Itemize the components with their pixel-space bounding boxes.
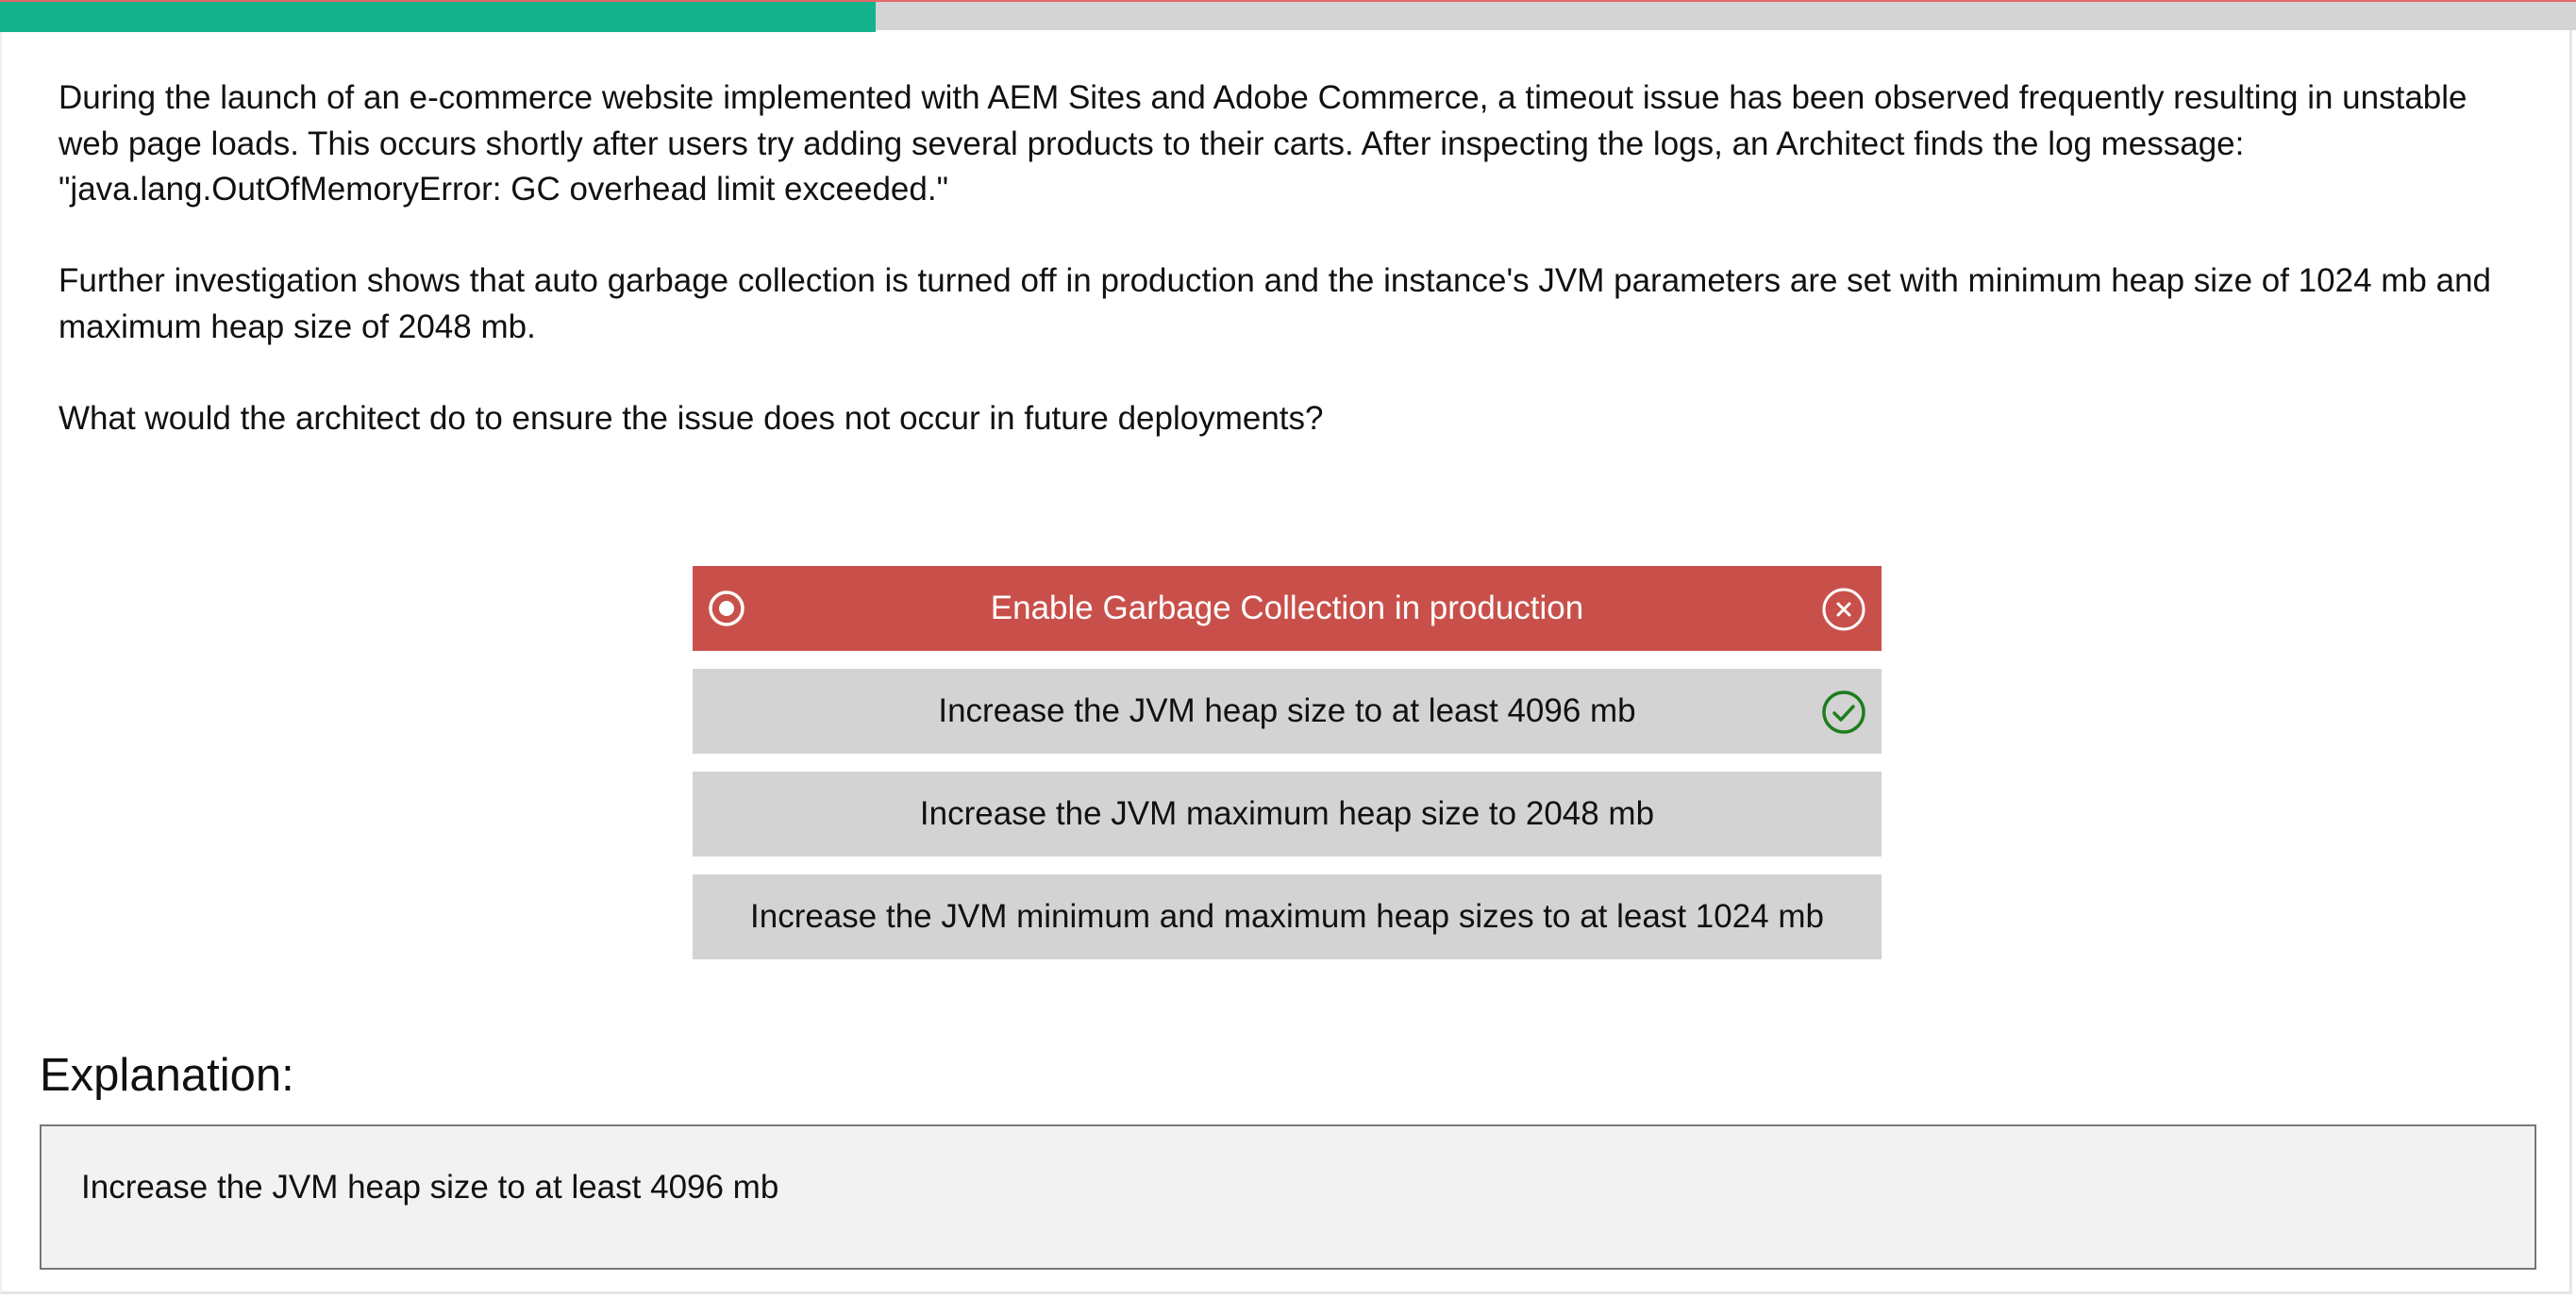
progress-bar <box>0 0 2576 30</box>
explanation-text: Increase the JVM heap size to at least 4096 mb <box>81 1169 779 1206</box>
answer-option-label: Increase the JVM minimum and maximum heap sizes to at least 1024 mb <box>750 898 1824 935</box>
answer-option-label: Increase the JVM heap size to at least 4096 mb <box>938 692 1636 729</box>
radio-selected-icon[interactable] <box>708 590 745 627</box>
question-paragraph: Further investigation shows that auto garbage collection is turned off in production and the instance's JVM parameters are set with minimum heap size of 1024 mb and maximum heap size of 2048 mb. <box>59 262 2492 345</box>
answer-option-label: Enable Garbage Collection in production <box>990 590 1584 626</box>
question-text <box>59 75 2521 488</box>
explanation-box <box>40 1124 2536 1270</box>
question-paragraph: During the launch of an e-commerce website implemented with AEM Sites and Adobe Commerce, a timeout issue has been observed frequently resulting in unstable web page loads. This occurs shortly after users try adding several products to their carts. After inspecting the logs, an Architect finds the log message: "java.lang.OutOfMemoryError: GC overhead limit exceeded." <box>59 79 2467 208</box>
answer-options <box>693 566 1882 977</box>
explanation-heading: Explanation: <box>40 1050 294 1101</box>
answer-option-4[interactable] <box>693 874 1882 959</box>
check-circle-icon <box>1821 690 1866 735</box>
answer-option-1[interactable] <box>693 566 1882 651</box>
answer-option-3[interactable] <box>693 772 1882 857</box>
answer-option-2[interactable] <box>693 669 1882 754</box>
question-prompt: What would the architect do to ensure the issue does not occur in future deployments? <box>59 399 1324 437</box>
close-circle-icon <box>1821 587 1866 632</box>
answer-option-label: Increase the JVM maximum heap size to 2048 mb <box>919 795 1655 832</box>
progress-bar-fill <box>0 2 876 32</box>
